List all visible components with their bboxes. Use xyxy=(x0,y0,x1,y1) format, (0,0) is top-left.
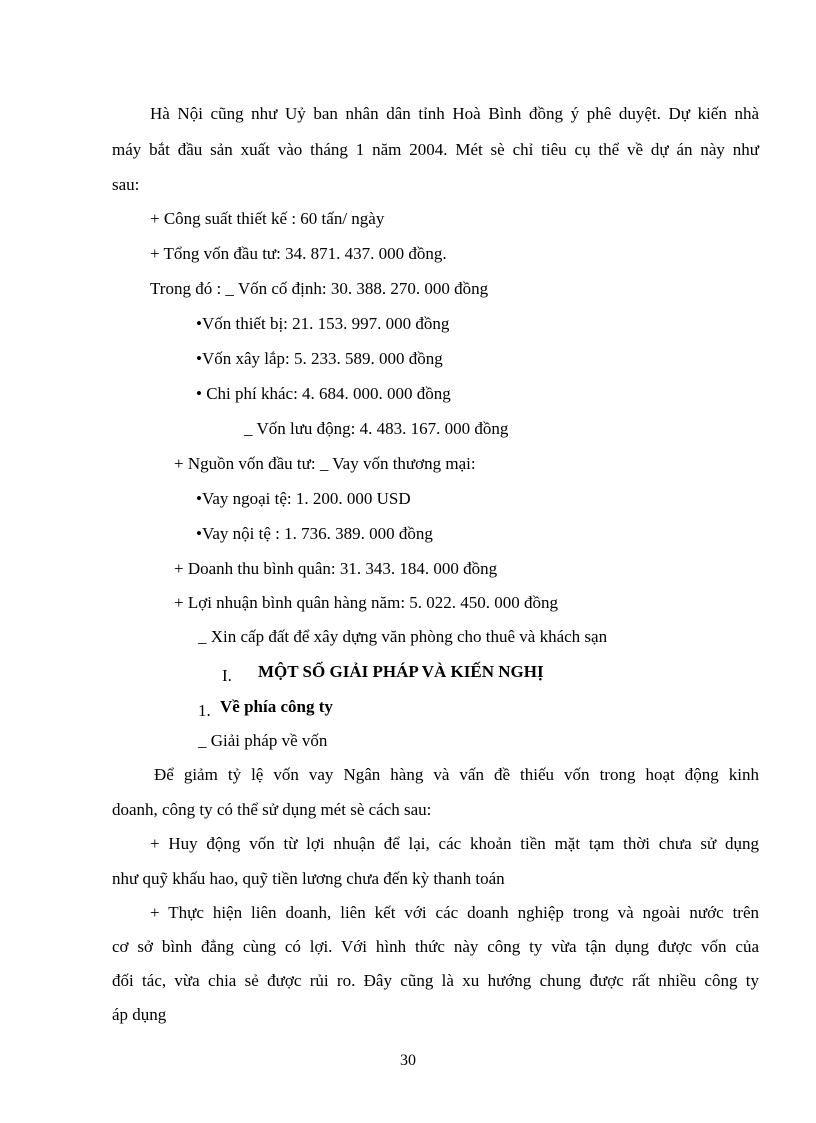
text-line: Trong đó : _ Vốn cố định: 30. 388. 270. 000 đồng xyxy=(150,279,489,298)
text-line: sau: xyxy=(112,175,140,194)
paragraph-line: áp dụng xyxy=(112,1005,167,1024)
page-number: 30 xyxy=(400,1052,416,1069)
section-title: MỘT SỐ GIẢI PHÁP VÀ KIẾN NGHỊ xyxy=(258,662,544,681)
subsection-number: 1. xyxy=(198,701,211,720)
paragraph-line: + Huy động vốn từ lợi nhuận để lại, các khoản tiền mặt tạm thời chưa sử dụng xyxy=(150,834,759,853)
subsection-title: Về phía công ty xyxy=(220,697,333,716)
section-number: I. xyxy=(222,666,232,685)
paragraph-line: + Thực hiện liên doanh, liên kết với các doanh nghiệp trong và ngoài nước trên xyxy=(150,903,759,922)
text-line: _ Vốn lưu động: 4. 483. 167. 000 đồng xyxy=(244,419,509,438)
paragraph-line: Để giảm tỷ lệ vốn vay Ngân hàng và vấn đề thiếu vốn trong hoạt động kinh xyxy=(154,765,759,784)
paragraph-line: như quỹ khấu hao, quỹ tiền lương chưa đến kỳ thanh toán xyxy=(112,869,505,888)
text-line: + Công suất thiết kế : 60 tấn/ ngày xyxy=(150,209,385,228)
text-line: + Doanh thu bình quân: 31. 343. 184. 000 đồng xyxy=(174,559,498,578)
list-item: •Vốn xây lắp: 5. 233. 589. 000 đồng xyxy=(196,349,443,368)
text-line: + Tổng vốn đầu tư: 34. 871. 437. 000 đồng. xyxy=(150,244,447,263)
text-line: máy bắt đầu sản xuất vào tháng 1 năm 2004. Mét sè chỉ tiêu cụ thể về dự án này như xyxy=(112,140,759,159)
subsection-heading xyxy=(198,696,333,718)
paragraph-line: cơ sở bình đẳng cùng có lợi. Với hình thức này công ty vừa tận dụng được vốn của xyxy=(112,937,759,956)
list-item: •Vay ngoại tệ: 1. 200. 000 USD xyxy=(196,489,411,508)
text-line: _ Giải pháp về vốn xyxy=(198,731,328,750)
text-line: Hà Nội cũng như Uỷ ban nhân dân tỉnh Hoà Bình đồng ý phê duyệt. Dự kiến nhà xyxy=(150,104,759,123)
section-heading xyxy=(222,661,544,683)
text-line: + Lợi nhuận bình quân hàng năm: 5. 022. 450. 000 đồng xyxy=(174,593,559,612)
text-line: _ Xin cấp đất để xây dựng văn phòng cho thuê và khách sạn xyxy=(198,627,608,646)
text-line: + Nguồn vốn đầu tư: _ Vay vốn thương mại: xyxy=(174,454,476,473)
list-item: •Vay nội tệ : 1. 736. 389. 000 đồng xyxy=(196,524,433,543)
paragraph-line: đối tác, vừa chia sẻ được rủi ro. Đây cũng là xu hướng chung được rất nhiều công ty xyxy=(112,971,759,990)
paragraph-line: doanh, công ty có thể sử dụng mét sè cách sau: xyxy=(112,800,432,819)
list-item: •Vốn thiết bị: 21. 153. 997. 000 đồng xyxy=(196,314,450,333)
list-item: • Chi phí khác: 4. 684. 000. 000 đồng xyxy=(196,384,451,403)
